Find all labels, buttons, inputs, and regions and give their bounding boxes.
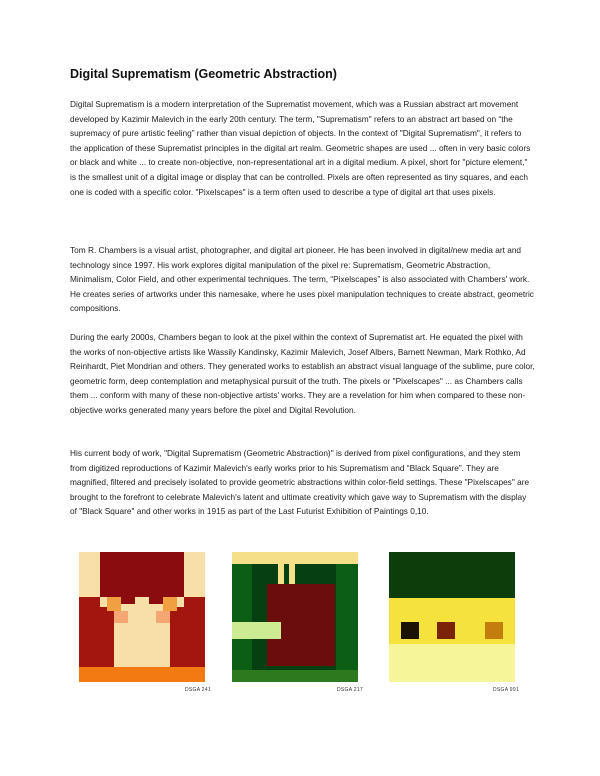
pixel-block [107, 597, 121, 611]
pixel-block [163, 597, 177, 611]
pixel-block [100, 607, 114, 667]
pixel-block [437, 622, 455, 639]
pixel-block [389, 644, 515, 682]
artwork-dsga-991 [389, 552, 515, 682]
document-title: Digital Suprematism (Geometric Abstraction) [70, 67, 337, 81]
pixel-block [79, 667, 205, 682]
artwork-caption: DSGA 217 [337, 687, 364, 693]
pixel-block [156, 611, 170, 623]
artwork-caption: DSGA 991 [493, 687, 520, 693]
paragraph-history: During the early 2000s, Chambers began to look at the pixel within the context of Suprematist art. He equated the pixel with the works of non-objective artists like Wassily Kandinsky, Kazimir Malevich, Josef Albers, Barnett Newman, Mark Rothko, Ad Reinhardt, Piet Mondrian and others. They generated works to establish an abstract visual language of the sublime, pure color, geometric form, deep contemplation and metaphysical pursuit of the truth. The pixels or "Pixelscapes" ... as Chambers calls them ... conform with many of these non-objective artists' works. They are a revelation for him when compared to these non-objective works generated many years before the pixel and Digital Revolution. [70, 332, 535, 415]
pixel-block [170, 607, 184, 667]
artwork-dsga-241 [79, 552, 205, 682]
pixel-block [232, 622, 281, 639]
pixel-block [289, 552, 295, 584]
artwork-dsga-217 [232, 552, 358, 682]
pixel-block [278, 552, 284, 584]
pixel-block [114, 611, 128, 623]
pixel-block [100, 552, 184, 597]
pixel-block [121, 590, 135, 604]
pixel-block [485, 622, 503, 639]
paragraph-intro: Digital Suprematism is a modern interpretation of the Suprematist movement, which was a Russian abstract art movement developed by Kazimir Malevich in the early 20th century. The term, "Suprematism" refers to an abstract art based on “the supremacy of pure artistic feeling” rather than visual depiction of objects. In the context of "Digital Suprematism", it refers to the application of these Suprematist principles in the digital art realm. Geometric shapes are used ... often in very basic colors or black and white ... to create non-objective, non-representational art in a digital medium. A pixel, short for "picture element," is the smallest unit of a digital image or display that can be controlled. Pixels are often represented as tiny squares, and each one is coded with a specific color. "Pixelscapes" is a term often used to describe a type of digital art that uses pixels. [70, 99, 531, 197]
pixel-block [79, 597, 100, 667]
artwork-caption: DSGA 241 [185, 687, 212, 693]
paragraph-artist-bio: Tom R. Chambers is a visual artist, photographer, and digital art pioneer. He has been involved in digital/new media art and technology since 1997. His work explores digital manipulation of the pixel re: Suprematism, Geometric Abstraction, Minimalism, Color Field, and other experimental techniques. The term, “Pixelscapes” is also associated with Chambers' work. He creates series of artworks under this namesake, where he uses pixel manipulation techniques to create abstract, geometric compositions. [70, 245, 534, 314]
pixel-block [232, 670, 358, 682]
pixel-block [184, 597, 205, 667]
pixel-block [401, 622, 419, 639]
pixel-block [149, 590, 163, 604]
paragraph-current-work: His current body of work, "Digital Suprematism (Geometric Abstraction)" is derived from pixel configurations, and they stem from digitized reproductions of Kazimir Malevich's early works prior to his Suprematism and “Black Square”. They are magnified, filtered and precisely isolated to provide geometric abstractions within color-field settings. These "Pixelscapes" are brought to the forefront to celebrate Malevich's latent and ultimate creativity which gave way to Suprematism with the display of "Black Square" and other works in 1915 as part of the Last Futurist Exhibition of Paintings 0,10. [70, 448, 530, 517]
